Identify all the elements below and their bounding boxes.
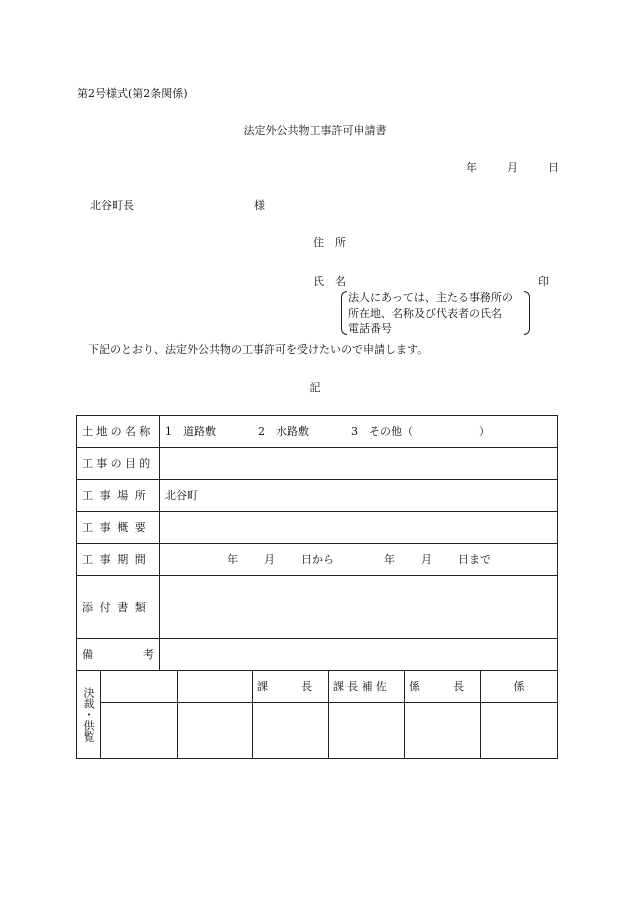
purpose-field[interactable] <box>160 448 558 480</box>
approval-stamp-cell[interactable] <box>405 703 481 759</box>
note-bracket-right <box>524 291 530 335</box>
land-name-label-text: 土地の名称 <box>82 425 154 438</box>
table-row <box>77 416 558 448</box>
seal-mark: 印 <box>538 275 549 288</box>
outline-field[interactable] <box>160 512 558 544</box>
declaration-text: 下記のとおり、法定外公共物の工事許可を受けたいので申請します。 <box>88 343 429 356</box>
option-road[interactable]: 1 道路敷 <box>165 425 216 438</box>
name-label: 氏 名 <box>313 275 346 288</box>
table-row <box>77 480 558 512</box>
site-label-text: 工事場所 <box>82 489 153 502</box>
corporation-note-line: 法人にあっては、主たる事務所の <box>348 291 513 304</box>
approval-stamp-cell[interactable] <box>329 703 405 759</box>
land-name-label <box>77 416 160 448</box>
recipient-name: 北谷町長 <box>90 199 134 212</box>
remarks-label-text-1: 備 <box>82 648 93 661</box>
period-from-year: 年 <box>227 553 238 566</box>
remarks-field[interactable] <box>160 639 558 671</box>
purpose-label-text: 工事の目的 <box>82 457 154 470</box>
table-row <box>77 448 558 480</box>
outline-label-text: 工事概要 <box>82 521 153 534</box>
approval-table <box>76 670 558 759</box>
approval-stamp-cell[interactable] <box>178 703 253 759</box>
approval-kakaricho-text: 係 長 <box>409 680 464 693</box>
date-day-label: 日 <box>548 161 559 174</box>
approval-header-blank <box>178 671 253 703</box>
period-from-day: 日から <box>301 553 334 566</box>
period-to-day: 日まで <box>458 553 491 566</box>
corporation-note-line: 電話番号 <box>348 322 392 335</box>
option-other[interactable]: 3 その他（ ） <box>351 425 490 438</box>
approval-side-label-text: 決裁・供覧 <box>82 687 95 742</box>
approval-kakari-header <box>481 671 558 703</box>
recipient-honorific: 様 <box>254 199 265 212</box>
period-from-month: 月 <box>264 553 275 566</box>
approval-stamp-cell[interactable] <box>101 703 178 759</box>
form-number: 第2号様式(第2条関係) <box>77 87 188 100</box>
application-date <box>466 162 559 173</box>
approval-kakaricho-header <box>405 671 481 703</box>
period-label <box>77 544 160 576</box>
address-label: 住 所 <box>313 236 346 249</box>
date-month-label: 月 <box>507 161 518 174</box>
approval-kacho-hosa-header <box>329 671 405 703</box>
period-to-month: 月 <box>421 553 432 566</box>
attachments-label-text: 添付書類 <box>82 600 153 614</box>
remarks-label <box>77 639 160 671</box>
attachments-label <box>77 576 160 639</box>
approval-stamp-cell[interactable] <box>253 703 329 759</box>
date-year-label: 年 <box>466 161 477 174</box>
ki-heading: 記 <box>309 381 321 394</box>
corporation-note <box>343 290 531 336</box>
site-label <box>77 480 160 512</box>
application-table <box>76 415 558 671</box>
approval-stamp-row <box>77 703 558 759</box>
outline-label <box>77 512 160 544</box>
table-row <box>77 576 558 639</box>
approval-kacho-header <box>253 671 329 703</box>
purpose-label <box>77 448 160 480</box>
site-field[interactable]: 北谷町 <box>160 480 558 512</box>
table-row <box>77 639 558 671</box>
approval-header-row <box>77 671 558 703</box>
document-title: 法定外公共物工事許可申請書 <box>243 124 387 137</box>
corporation-note-line: 所在地、名称及び代表者の氏名 <box>348 306 502 320</box>
attachments-field[interactable] <box>160 576 558 639</box>
approval-kacho-text: 課 長 <box>257 680 312 693</box>
table-row <box>77 512 558 544</box>
period-field[interactable] <box>160 544 558 576</box>
land-name-options[interactable] <box>160 416 558 448</box>
remarks-label-spread <box>82 649 154 660</box>
approval-stamp-cell[interactable] <box>481 703 558 759</box>
period-to-year: 年 <box>384 553 395 566</box>
table-row <box>77 544 558 576</box>
period-label-text: 工事期間 <box>82 553 153 566</box>
approval-header-blank <box>101 671 178 703</box>
approval-side-label <box>77 671 101 759</box>
approval-kakari-text: 係 <box>513 680 525 693</box>
option-waterway[interactable]: 2 水路敷 <box>258 425 309 438</box>
remarks-label-text-2: 考 <box>143 648 154 661</box>
approval-kacho-hosa-text: 課長補佐 <box>333 680 391 693</box>
